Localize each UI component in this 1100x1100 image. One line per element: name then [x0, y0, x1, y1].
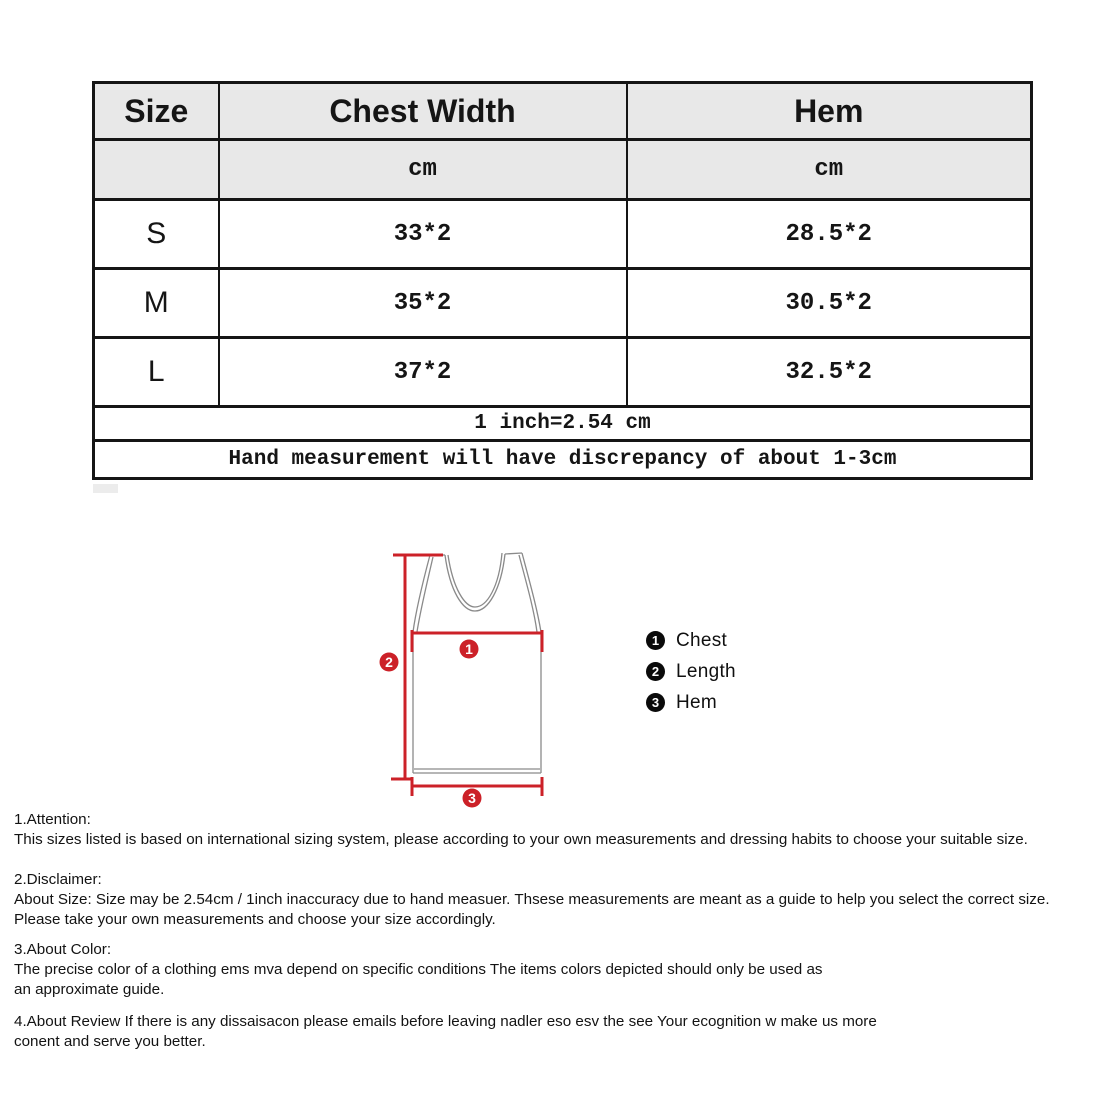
size-m-hem: 30.5*2 — [627, 269, 1032, 338]
size-m-chest: 35*2 — [219, 269, 627, 338]
size-s-hem: 28.5*2 — [627, 200, 1032, 269]
header-hem: Hem — [627, 83, 1032, 140]
legend-item-hem — [646, 693, 736, 712]
measurement-lines — [391, 555, 543, 796]
attention-text: This sizes listed is based on international sizing system, please according to your own measurements and dressing habits to choose your suitable size. — [14, 831, 1028, 848]
header-chest-width: Chest Width — [219, 83, 627, 140]
legend-1-icon: 1 — [646, 631, 665, 650]
legend-chest-label: Chest — [676, 629, 728, 651]
attention-note — [14, 810, 1028, 850]
about-color-note — [14, 940, 822, 1000]
unit-row — [94, 140, 1032, 200]
tank-top-measurement-diagram — [370, 540, 600, 818]
table-row — [94, 200, 1032, 269]
legend-3-icon: 3 — [646, 693, 665, 712]
size-l-hem: 32.5*2 — [627, 338, 1032, 407]
legend-item-length — [646, 662, 736, 681]
about-review-text-line2: conent and serve you better. — [14, 1033, 206, 1050]
marker-3-number: 3 — [468, 790, 476, 806]
size-s-label: S — [94, 200, 219, 269]
about-color-text-line2: an approximate guide. — [14, 981, 165, 998]
measurement-note-row — [94, 441, 1032, 479]
size-l-label: L — [94, 338, 219, 407]
tank-top-outline — [413, 553, 541, 773]
about-color-heading: 3.About Color: — [14, 941, 112, 958]
marker-2-number: 2 — [385, 654, 393, 670]
legend-length-label: Length — [676, 660, 736, 682]
legend-2-icon: 2 — [646, 662, 665, 681]
attention-heading: 1.Attention: — [14, 811, 91, 828]
legend-item-chest — [646, 631, 736, 650]
table-header-row — [94, 83, 1032, 140]
disclaimer-heading: 2.Disclaimer: — [14, 871, 102, 888]
table-row — [94, 338, 1032, 407]
inch-conversion-note: 1 inch=2.54 cm — [94, 407, 1032, 441]
about-review-text-line1: 4.About Review If there is any dissaisacon please emails before leaving nadler eso esv the see Your ecognition w make us more — [14, 1013, 877, 1030]
size-chart-table — [92, 81, 1033, 480]
marker-1-number: 1 — [465, 641, 473, 657]
hand-measurement-note: Hand measurement will have discrepancy of about 1-3cm — [94, 441, 1032, 479]
unit-size-cell — [94, 140, 219, 200]
size-s-chest: 33*2 — [219, 200, 627, 269]
unit-chest-cell: cm — [219, 140, 627, 200]
header-size: Size — [94, 83, 219, 140]
about-color-text-line1: The precise color of a clothing ems mva depend on specific conditions The items colors depicted should only be used as — [14, 961, 823, 978]
unit-hem-cell: cm — [627, 140, 1032, 200]
size-l-chest: 37*2 — [219, 338, 627, 407]
scan-artifact — [93, 484, 118, 493]
disclaimer-text-line1: About Size: Size may be 2.54cm / 1inch inaccuracy due to hand measuer. Thsese measurements are meant as a guide to help you select the correct size. — [14, 891, 1050, 908]
size-m-label: M — [94, 269, 219, 338]
about-review-note — [14, 1012, 877, 1052]
table-row — [94, 269, 1032, 338]
legend-hem-label: Hem — [676, 691, 718, 713]
disclaimer-note — [14, 870, 1050, 930]
conversion-row — [94, 407, 1032, 441]
measurement-legend — [646, 631, 736, 724]
disclaimer-text-line2: Please take your own measurements and choose your size accordingly. — [14, 911, 496, 928]
